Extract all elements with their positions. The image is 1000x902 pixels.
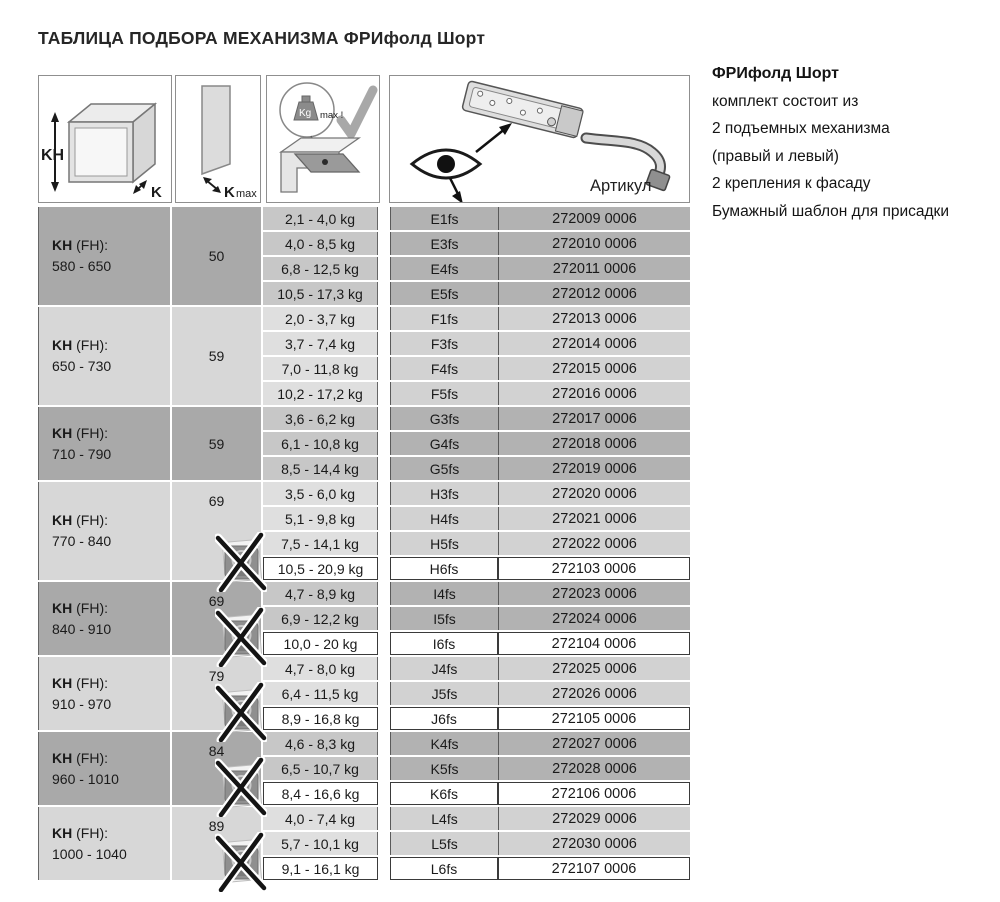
kmax-value: 84 xyxy=(208,743,225,759)
article-cell: 272026 0006 xyxy=(498,682,690,705)
kh-bold-label: KH xyxy=(52,599,73,616)
kh-bold-label: KH xyxy=(52,674,73,691)
kh-bold-label: KH xyxy=(52,824,73,841)
kmax-value: 69 xyxy=(208,493,225,509)
article-cell: 272012 0006 xyxy=(498,282,690,305)
model-cell: I6fs xyxy=(390,632,498,655)
kg-range-cell: 5,7 - 10,1 kg xyxy=(263,832,378,855)
info-title: ФРИфолд Шорт xyxy=(712,65,840,82)
kg-range-cell: 6,9 - 12,2 kg xyxy=(263,607,378,630)
kmax-cell xyxy=(172,482,261,580)
kg-range-cell: 8,4 - 16,6 kg xyxy=(263,782,378,805)
kg-range-cell: 6,8 - 12,5 kg xyxy=(263,257,378,280)
kg-badge-label: Kg xyxy=(299,108,312,119)
article-cell: 272020 0006 xyxy=(498,482,690,505)
model-cell: E1fs xyxy=(390,207,498,230)
kg-range-cell: 3,7 - 7,4 kg xyxy=(263,332,378,355)
header-weight-check-diagram xyxy=(266,75,380,203)
kg-range-cell: 5,1 - 9,8 kg xyxy=(263,507,378,530)
header-kmax-diagram xyxy=(175,75,261,203)
kg-range-cell: 8,9 - 16,8 kg xyxy=(263,707,378,730)
model-cell: G4fs xyxy=(390,432,498,455)
max-label: max ! xyxy=(320,110,344,121)
article-cell: 272013 0006 xyxy=(498,307,690,330)
article-cell: 272015 0006 xyxy=(498,357,690,380)
kg-range-cell: 10,5 - 20,9 kg xyxy=(263,557,378,580)
kh-range-value: 710 - 790 xyxy=(52,445,112,462)
kg-range-cell: 7,5 - 14,1 kg xyxy=(263,532,378,555)
kmax-cell xyxy=(172,582,261,655)
model-cell: K6fs xyxy=(390,782,498,805)
model-cell: G5fs xyxy=(390,457,498,480)
kh-range-cell: KH (FH): 650 - 730 xyxy=(38,307,170,405)
article-cell: 272017 0006 xyxy=(498,407,690,430)
model-cell: I4fs xyxy=(390,582,498,605)
kg-range-cell: 10,2 - 17,2 kg xyxy=(263,382,378,405)
kmax-k-label: K xyxy=(224,184,235,201)
article-cell: 272016 0006 xyxy=(498,382,690,405)
kh-range-cell: KH (FH): 580 - 650 xyxy=(38,207,170,305)
kg-range-cell: 6,1 - 10,8 kg xyxy=(263,432,378,455)
kmax-sub-label: max xyxy=(236,188,257,200)
article-cell: 272014 0006 xyxy=(498,332,690,355)
model-cell: L4fs xyxy=(390,807,498,830)
kh-range-value: 580 - 650 xyxy=(52,258,112,274)
kh-bold-label: KH xyxy=(52,512,73,528)
article-cell: 272009 0006 xyxy=(498,207,690,230)
kmax-value: 79 xyxy=(208,668,225,684)
article-cell: 272030 0006 xyxy=(498,832,690,855)
kh-range-value: 840 - 910 xyxy=(52,620,112,637)
kh-range-cell: KH (FH): 840 - 910 xyxy=(38,582,170,655)
article-cell: 272106 0006 xyxy=(498,782,690,805)
kg-range-cell: 6,5 - 10,7 kg xyxy=(263,757,378,780)
model-cell: L6fs xyxy=(390,857,498,880)
panel-kmax-icon xyxy=(176,76,260,202)
model-cell: H4fs xyxy=(390,507,498,530)
kg-range-cell: 4,7 - 8,0 kg xyxy=(263,657,378,680)
kmax-cell xyxy=(172,307,261,405)
kg-range-cell: 6,4 - 11,5 kg xyxy=(263,682,378,705)
model-cell: F3fs xyxy=(390,332,498,355)
kg-range-cell: 8,5 - 14,4 kg xyxy=(263,457,378,480)
article-cell: 272107 0006 xyxy=(498,857,690,880)
article-cell: 272103 0006 xyxy=(498,557,690,580)
kh-range-cell: KH (FH): 1000 - 1040 xyxy=(38,807,170,880)
info-line: 2 подъемных механизма xyxy=(712,120,890,137)
article-cell: 272023 0006 xyxy=(498,582,690,605)
article-cell: 272021 0006 xyxy=(498,507,690,530)
article-cell: 272027 0006 xyxy=(498,732,690,755)
kmax-cell xyxy=(172,207,261,305)
model-cell: J4fs xyxy=(390,657,498,680)
kg-range-cell: 10,0 - 20 kg xyxy=(263,632,378,655)
kmax-value: 59 xyxy=(208,348,225,364)
model-cell: E5fs xyxy=(390,282,498,305)
info-line: комплект состоит из xyxy=(712,92,859,110)
model-cell: K5fs xyxy=(390,757,498,780)
kg-range-cell: 4,6 - 8,3 kg xyxy=(263,732,378,755)
model-cell: F4fs xyxy=(390,357,498,380)
kh-range-value: 770 - 840 xyxy=(52,533,112,549)
k-label: K xyxy=(151,184,162,201)
kh-range-cell: KH (FH): 710 - 790 xyxy=(38,407,170,480)
article-cell: 272104 0006 xyxy=(498,632,690,655)
kh-bold-label: KH xyxy=(52,337,73,353)
page-title: ТАБЛИЦА ПОДБОРА МЕХАНИЗМА ФРИфолд Шорт xyxy=(38,28,486,48)
kg-range-cell: 4,0 - 7,4 kg xyxy=(263,807,378,830)
info-line: (правый и левый) xyxy=(712,147,839,165)
article-column-label: Артикул xyxy=(590,177,652,195)
kh-range-cell: KH (FH): 910 - 970 xyxy=(38,657,170,730)
kg-range-cell: 4,0 - 8,5 kg xyxy=(263,232,378,255)
kmax-cell xyxy=(172,657,261,730)
kh-range-cell: KH (FH): 960 - 1010 xyxy=(38,732,170,805)
cabinet-kh-icon xyxy=(39,76,171,202)
info-panel xyxy=(712,60,997,225)
kg-range-cell: 4,7 - 8,9 kg xyxy=(263,582,378,605)
info-line: 2 крепления к фасаду xyxy=(712,175,871,192)
kh-bold-label: KH xyxy=(52,749,73,766)
selection-table xyxy=(38,207,690,882)
article-cell: 272024 0006 xyxy=(498,607,690,630)
info-line: Бумажный шаблон для присадки xyxy=(712,202,949,220)
article-cell: 272028 0006 xyxy=(498,757,690,780)
kg-range-cell: 2,1 - 4,0 kg xyxy=(263,207,378,230)
article-cell: 272029 0006 xyxy=(498,807,690,830)
kmax-cell xyxy=(172,807,261,880)
kmax-value: 59 xyxy=(208,435,225,452)
kmax-value: 69 xyxy=(208,593,225,609)
model-cell: H6fs xyxy=(390,557,498,580)
article-cell: 272010 0006 xyxy=(498,232,690,255)
kh-range-cell: KH (FH): 770 - 840 xyxy=(38,482,170,580)
model-cell: G3fs xyxy=(390,407,498,430)
kg-range-cell: 10,5 - 17,3 kg xyxy=(263,282,378,305)
article-cell: 272018 0006 xyxy=(498,432,690,455)
model-cell: F5fs xyxy=(390,382,498,405)
model-cell: H5fs xyxy=(390,532,498,555)
model-cell: E4fs xyxy=(390,257,498,280)
kmax-cell xyxy=(172,732,261,805)
kg-range-cell: 3,5 - 6,0 kg xyxy=(263,482,378,505)
kg-range-cell: 7,0 - 11,8 kg xyxy=(263,357,378,380)
kg-range-cell: 2,0 - 3,7 kg xyxy=(263,307,378,330)
model-cell: K4fs xyxy=(390,732,498,755)
model-cell: J5fs xyxy=(390,682,498,705)
model-cell: I5fs xyxy=(390,607,498,630)
article-cell: 272019 0006 xyxy=(498,457,690,480)
kmax-value: 89 xyxy=(208,818,225,834)
kh-range-value: 960 - 1010 xyxy=(52,770,119,787)
kh-range-value: 910 - 970 xyxy=(52,695,112,712)
kmax-value: 50 xyxy=(208,248,225,264)
model-cell: E3fs xyxy=(390,232,498,255)
kh-bold-label: KH xyxy=(52,237,73,253)
lift-mechanism-icon xyxy=(390,76,689,202)
model-cell: L5fs xyxy=(390,832,498,855)
article-cell: 272022 0006 xyxy=(498,532,690,555)
kmax-cell xyxy=(172,407,261,480)
kh-range-value: 650 - 730 xyxy=(52,358,112,374)
article-cell: 272011 0006 xyxy=(498,257,690,280)
model-cell: J6fs xyxy=(390,707,498,730)
silent-system-crossed-out-icon xyxy=(215,832,267,892)
model-cell: H3fs xyxy=(390,482,498,505)
article-cell: 272025 0006 xyxy=(498,657,690,680)
article-cell: 272105 0006 xyxy=(498,707,690,730)
model-cell: F1fs xyxy=(390,307,498,330)
kh-range-value: 1000 - 1040 xyxy=(52,845,127,862)
kh-label: KH xyxy=(41,147,65,164)
kg-range-cell: 3,6 - 6,2 kg xyxy=(263,407,378,430)
header-cabinet-dimensions-diagram xyxy=(38,75,172,203)
header-article-diagram xyxy=(389,75,690,203)
kh-bold-label: KH xyxy=(52,424,73,441)
weight-max-check-icon xyxy=(267,76,379,202)
kg-range-cell: 9,1 - 16,1 kg xyxy=(263,857,378,880)
